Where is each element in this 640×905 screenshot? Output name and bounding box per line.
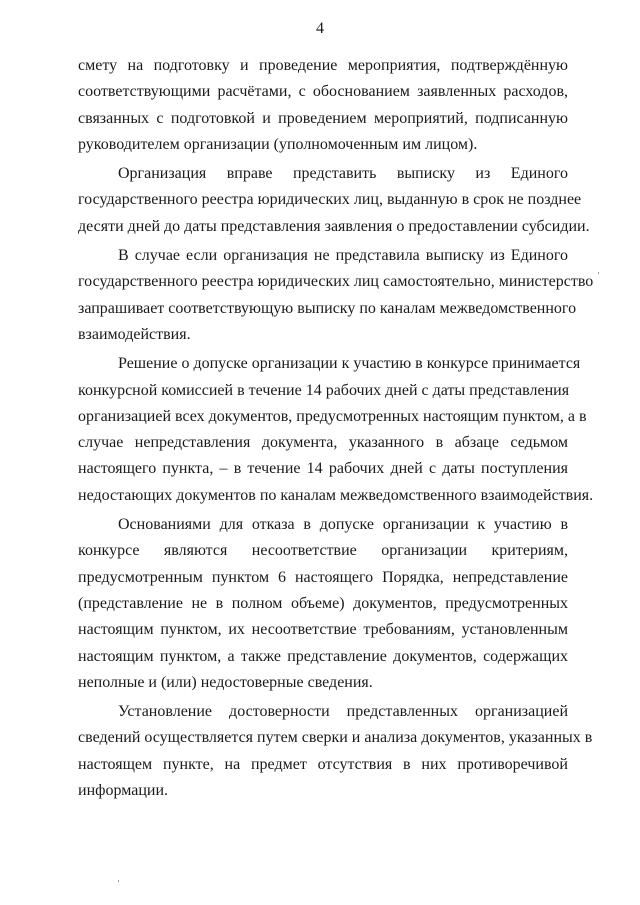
- text-line: государственного реестра юридических лиц самостоятельно, министерство: [78, 273, 594, 291]
- text-line: случае непредставления документа, указанного в абзаце седьмом: [78, 434, 568, 452]
- text-line: запрашивает соответствующую выписку по каналам межведомственного: [78, 299, 577, 317]
- text-line: соответствующими расчётами, с обоснованием заявленных расходов,: [78, 83, 568, 101]
- text-line: Организация вправе представить выписку из Единого: [118, 165, 568, 183]
- text-line: настоящим пунктом, а также представление документов, содержащих: [78, 647, 568, 665]
- text-line: настоящим пунктом, их несоответствие требованиям, установленным: [78, 621, 568, 639]
- text-line: предусмотренным пунктом 6 настоящего Порядка, непредставление: [78, 568, 568, 586]
- paragraph: [78, 53, 568, 158]
- text-line: связанных с подготовкой и проведением мероприятий, подписанную: [78, 109, 568, 127]
- text-line: Решение о допуске организации к участию в конкурсе принимается: [118, 355, 581, 373]
- text-line: В случае если организация не представила выписку из Единого: [118, 247, 568, 265]
- text-line: десяти дней до даты представления заявления о предоставлении субсидии.: [78, 217, 590, 235]
- text-line: настоящем пункте, на предмет отсутствия в них противоречивой: [78, 755, 568, 773]
- text-line: недостающих документов по каналам межведомственного взаимодействия.: [78, 486, 594, 504]
- text-line: сведений осуществляется путем сверки и анализа документов, указанных в: [78, 729, 593, 747]
- paragraph: [78, 512, 568, 696]
- text-line: неполные и (или) недостоверные сведения.: [78, 673, 373, 691]
- text-line: руководителем организации (уполномоченным им лицом).: [78, 135, 478, 153]
- paragraph: [78, 161, 590, 240]
- text-line: государственного реестра юридических лиц, выданную в срок не позднее: [78, 191, 582, 209]
- text-line: взаимодействия.: [78, 325, 191, 343]
- scan-speck: [598, 272, 599, 274]
- text-line: организацией всех документов, предусмотренных настоящим пунктом, а в: [78, 407, 587, 425]
- text-line: (представление не в полном объеме) документов, предусмотренных: [78, 594, 568, 612]
- text-line: конкурсе являются несоответствие организации критериям,: [78, 542, 568, 560]
- paragraph: [78, 351, 594, 509]
- text-line: информации.: [78, 782, 169, 800]
- text-line: Основаниями для отказа в допуске организации к участию в: [118, 516, 568, 534]
- text-line: конкурсной комиссией в течение 14 рабочих дней с даты представления: [78, 381, 570, 399]
- scan-speck: [118, 880, 119, 882]
- paragraph: [78, 699, 593, 804]
- document-body: [78, 53, 594, 807]
- text-line: настоящего пункта, – в течение 14 рабочих дней с даты поступления: [78, 460, 568, 478]
- paragraph: [78, 243, 594, 348]
- text-line: Установление достоверности представленных организацией: [118, 703, 568, 721]
- text-line: смету на подготовку и проведение мероприятия, подтверждённую: [78, 57, 568, 74]
- page-number: 4: [316, 20, 324, 37]
